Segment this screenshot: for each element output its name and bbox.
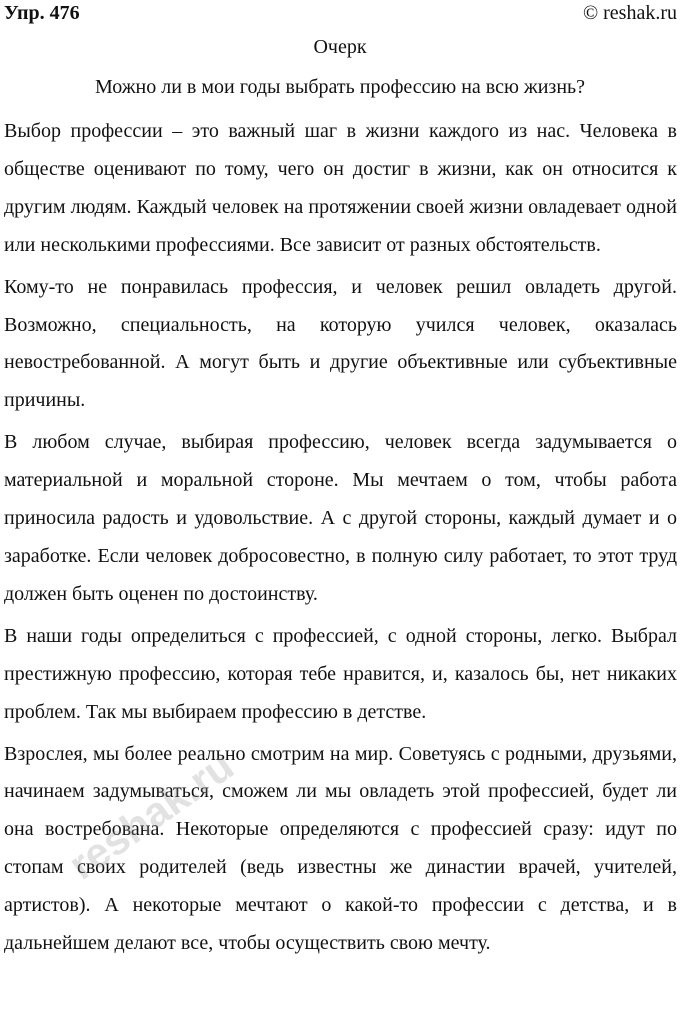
- source-label: © reshak.ru: [582, 2, 677, 24]
- watermark: reshak.ru: [60, 741, 242, 889]
- paragraph-1: Выбор профессии – это важный шаг в жизни каждого из нас. Человека в обществе оценивают по тому, чего он достиг в жизни, как он относится к другим людям. Каждый человек на протяжении своей жизни овладевает одной или несколькими профессиями. Все зависит от разных обстоятельств.: [4, 120, 677, 256]
- essay-body: [4, 113, 677, 967]
- essay-title: Можно ли в мои годы выбрать профессию на всю жизнь?: [94, 76, 586, 98]
- exercise-number: Упр. 476: [4, 2, 80, 24]
- page-header: [4, 0, 677, 26]
- paragraph-4: В наши годы определиться с профессией, с одной стороны, легко. Выбрал престижную профессию, которая тебе нравится, и, казалось бы, нет никаких проблем. Так мы выбираем профессию в детстве.: [4, 624, 677, 723]
- genre-heading: Очерк: [313, 36, 367, 58]
- paragraph-3: В любом случае, выбирая профессию, человек всегда задумывается о материальной и моральной стороне. Мы мечтаем о том, чтобы работа приносила радость и удовольствие. А с другой стороны, каждый думает и о заработке. Если человек добросовестно, в полную силу работает, то этот труд должен быть оценен по достоинству.: [4, 431, 677, 605]
- paragraph-5: Взрослея, мы более реально смотрим на мир. Советуясь с родными, друзьями, начинаем задумываться, сможем ли мы овладеть этой профессией, будет ли она востребована. Некоторые определяются с профессией сразу: идут по стопам своих родителей (ведь известны же династии врачей, учителей, артистов). А некоторые мечтают о какой-то профессии с детства, и в дальнейшем делают все, чтобы осуществить свою мечту.: [4, 742, 677, 955]
- paragraph-2: Кому-то не понравилась профессия, и человек решил овладеть другой. Возможно, специальность, на которую учился человек, оказалась невостребованной. А могут быть и другие объективные или субъективные причины.: [4, 275, 677, 412]
